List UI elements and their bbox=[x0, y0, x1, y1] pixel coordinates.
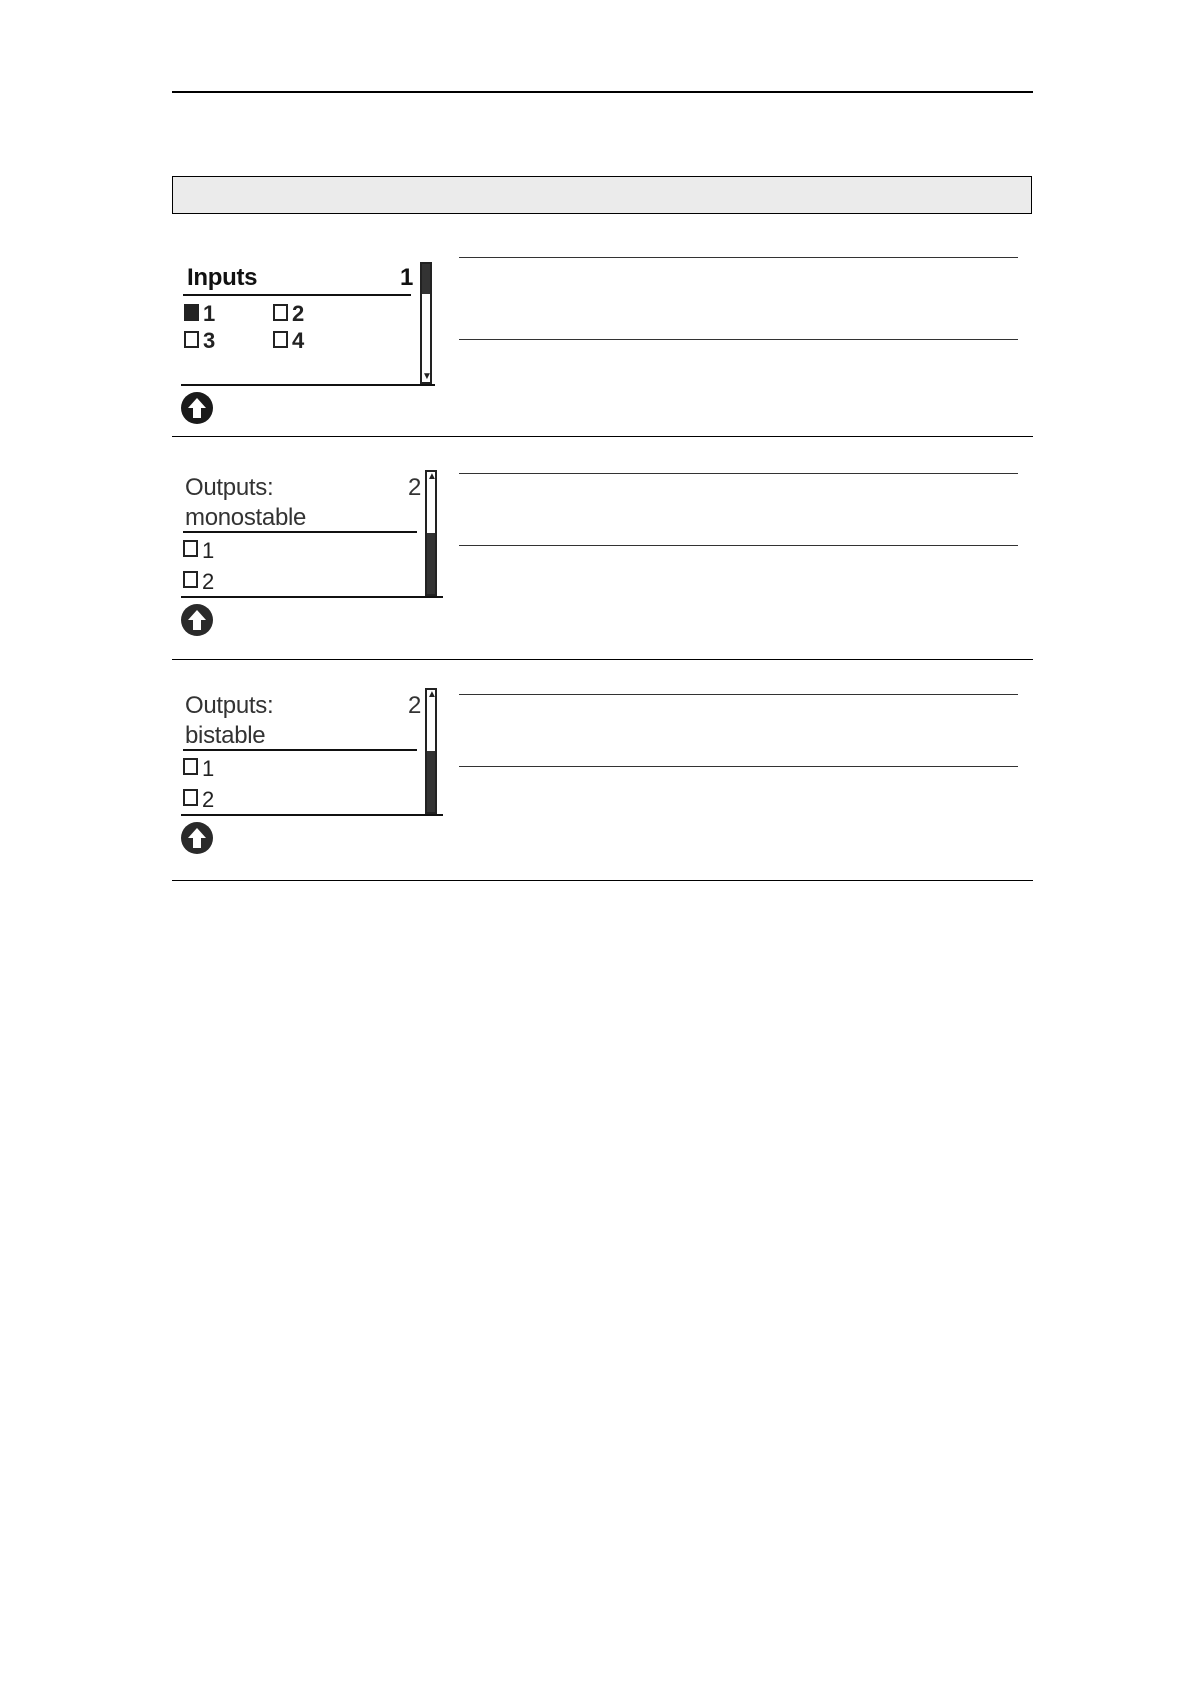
checkbox-label: 1 bbox=[202, 756, 215, 781]
back-arrow-icon[interactable] bbox=[181, 392, 213, 424]
description-rule bbox=[459, 339, 1018, 340]
checkbox-label: 2 bbox=[292, 301, 305, 326]
back-arrow-icon[interactable] bbox=[181, 822, 213, 854]
section-header-band bbox=[172, 176, 1032, 214]
screen-bottom-rule bbox=[181, 814, 443, 816]
page-number: 1 bbox=[400, 264, 414, 291]
screen-title: Outputs: bbox=[185, 474, 274, 501]
description-rule bbox=[459, 766, 1018, 767]
checkbox[interactable] bbox=[183, 789, 198, 806]
scrollbar-thumb[interactable] bbox=[427, 533, 435, 594]
scrollbar[interactable] bbox=[425, 688, 437, 814]
scrollbar[interactable] bbox=[420, 262, 432, 384]
page-number: 2 bbox=[408, 474, 422, 501]
screen-title: Inputs bbox=[187, 264, 258, 291]
top-rule bbox=[172, 91, 1033, 93]
scroll-down-arrow-icon[interactable]: ▼ bbox=[422, 371, 432, 382]
scrollbar-thumb[interactable] bbox=[422, 264, 430, 294]
checkbox-label: 2 bbox=[202, 569, 215, 594]
description-rule bbox=[459, 473, 1018, 474]
page-number: 2 bbox=[408, 692, 422, 719]
scrollbar[interactable] bbox=[425, 470, 437, 596]
description-rule bbox=[459, 694, 1018, 695]
outputs-monostable-screen bbox=[181, 472, 451, 640]
description-rule bbox=[459, 257, 1018, 258]
screen-bottom-rule bbox=[181, 596, 443, 598]
section-divider-2 bbox=[172, 659, 1033, 660]
checkbox-label: 1 bbox=[203, 301, 216, 326]
back-arrow-icon[interactable] bbox=[181, 604, 213, 636]
screen-title: Outputs: bbox=[185, 692, 274, 719]
checkbox[interactable] bbox=[183, 758, 198, 775]
checkbox[interactable] bbox=[184, 304, 199, 321]
screen-subtitle: monostable bbox=[185, 504, 307, 531]
scroll-up-arrow-icon[interactable]: ▲ bbox=[427, 689, 437, 700]
screen-bottom-rule bbox=[181, 384, 435, 386]
title-underline bbox=[183, 294, 411, 296]
scrollbar-thumb[interactable] bbox=[427, 751, 435, 812]
screen-subtitle: bistable bbox=[185, 722, 266, 749]
section-divider-3 bbox=[172, 880, 1033, 881]
section-divider-1 bbox=[172, 436, 1033, 437]
description-rule bbox=[459, 545, 1018, 546]
checkbox[interactable] bbox=[273, 331, 288, 348]
checkbox-label: 1 bbox=[202, 538, 215, 563]
checkbox-label: 2 bbox=[202, 787, 215, 812]
scroll-up-arrow-icon[interactable]: ▲ bbox=[427, 471, 437, 482]
title-underline bbox=[183, 749, 417, 751]
title-underline bbox=[183, 531, 417, 533]
checkbox-label: 3 bbox=[203, 328, 216, 353]
checkbox[interactable] bbox=[273, 304, 288, 321]
inputs-screen bbox=[181, 262, 451, 424]
checkbox[interactable] bbox=[184, 331, 199, 348]
checkbox-label: 4 bbox=[292, 328, 305, 353]
outputs-bistable-screen bbox=[181, 690, 451, 858]
checkbox[interactable] bbox=[183, 540, 198, 557]
checkbox[interactable] bbox=[183, 571, 198, 588]
